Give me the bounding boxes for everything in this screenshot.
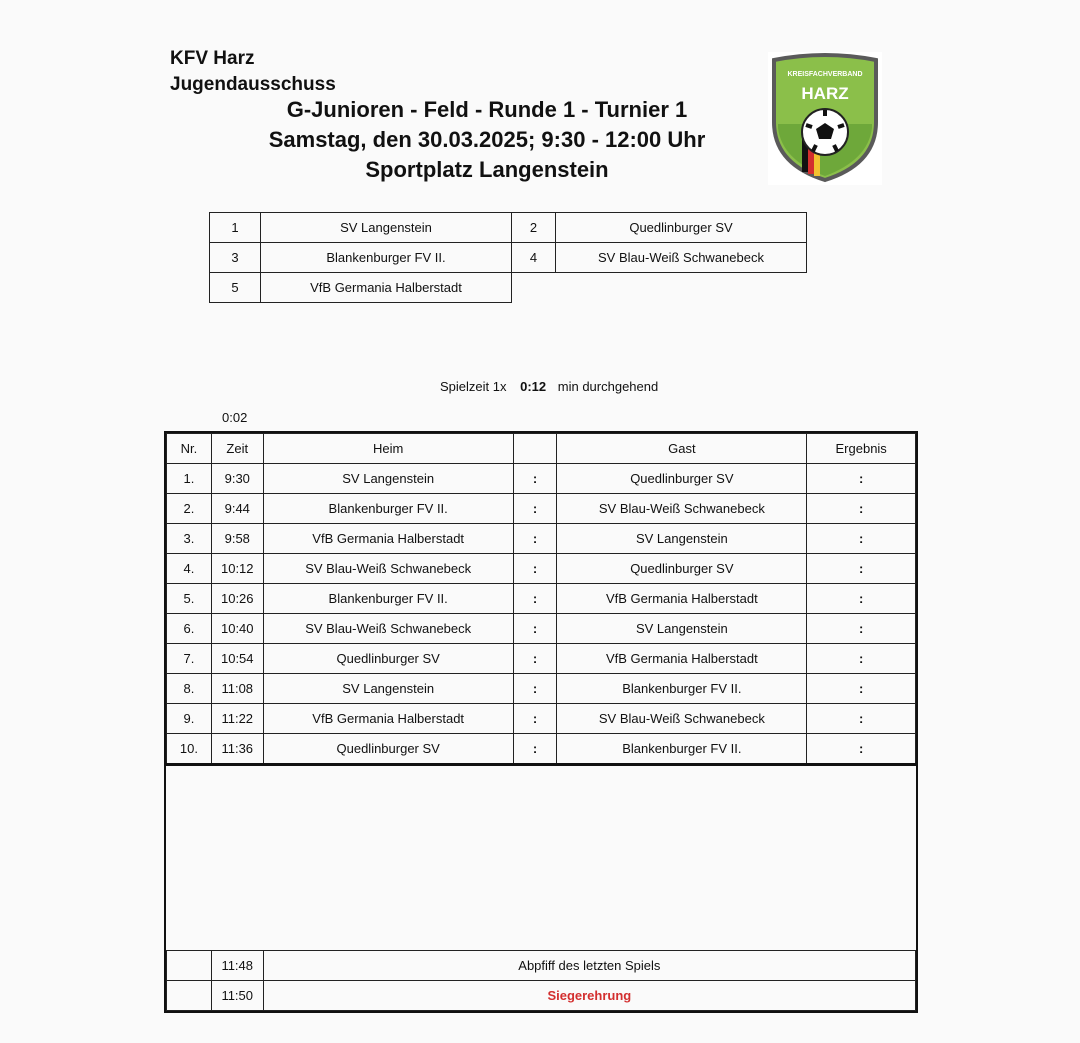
teams-row: [210, 213, 807, 243]
result-field[interactable]: :: [807, 554, 916, 584]
schedule-header-row: [167, 434, 916, 464]
game-duration-unit: min durchgehend: [557, 379, 659, 394]
result-field[interactable]: :: [807, 704, 916, 734]
home-team: Blankenburger FV II.: [263, 584, 513, 614]
home-team: SV Blau-Weiß Schwanebeck: [263, 614, 513, 644]
result-field[interactable]: :: [807, 614, 916, 644]
away-team: SV Langenstein: [557, 614, 807, 644]
team-number: 1: [210, 213, 261, 243]
logo-main-text: HARZ: [801, 84, 849, 103]
team-number: 5: [210, 273, 261, 303]
team-name: SV Blau-Weiß Schwanebeck: [556, 243, 807, 273]
org-name: KFV Harz: [170, 48, 255, 69]
game-row: [167, 674, 916, 704]
header-ergebnis: Ergebnis: [807, 434, 916, 464]
header-heim: Heim: [263, 434, 513, 464]
schedule-table: [166, 433, 916, 766]
game-row: [167, 524, 916, 554]
team-name: VfB Germania Halberstadt: [261, 273, 512, 303]
result-field[interactable]: :: [807, 584, 916, 614]
final-whistle-label: Abpfiff des letzten Spiels: [263, 951, 915, 981]
teams-row: [210, 243, 807, 273]
away-team: Blankenburger FV II.: [557, 674, 807, 704]
game-row: [167, 644, 916, 674]
home-team: Blankenburger FV II.: [263, 494, 513, 524]
away-team: Quedlinburger SV: [557, 554, 807, 584]
result-field[interactable]: :: [807, 644, 916, 674]
teams-table: [209, 212, 807, 303]
vs-separator: :: [513, 644, 557, 674]
empty-cell: [512, 273, 556, 303]
away-team: Quedlinburger SV: [557, 464, 807, 494]
result-field[interactable]: :: [807, 524, 916, 554]
vs-separator: :: [513, 584, 557, 614]
teams-row: [210, 273, 807, 303]
footer-row: [167, 951, 916, 981]
game-time: 11:08: [211, 674, 263, 704]
footer-time: 11:48: [211, 951, 263, 981]
logo-top-text: KREISFACHVERBAND: [787, 71, 863, 78]
game-nr: 5.: [167, 584, 212, 614]
team-number: 2: [512, 213, 556, 243]
home-team: SV Langenstein: [263, 464, 513, 494]
team-number: 4: [512, 243, 556, 273]
game-row: [167, 464, 916, 494]
home-team: VfB Germania Halberstadt: [263, 704, 513, 734]
tournament-title: G-Junioren - Feld - Runde 1 - Turnier 1: [286, 97, 688, 122]
schedule-box: [164, 431, 918, 1013]
away-team: SV Blau-Weiß Schwanebeck: [557, 494, 807, 524]
game-time: 10:26: [211, 584, 263, 614]
game-time: 11:36: [211, 734, 263, 765]
game-nr: 4.: [167, 554, 212, 584]
logo-shield-icon: [768, 52, 882, 185]
header-gast: Gast: [557, 434, 807, 464]
vs-separator: :: [513, 554, 557, 584]
vs-separator: :: [513, 674, 557, 704]
game-row: [167, 704, 916, 734]
game-row: [167, 614, 916, 644]
vs-separator: :: [513, 614, 557, 644]
result-field[interactable]: :: [807, 734, 916, 765]
away-team: VfB Germania Halberstadt: [557, 584, 807, 614]
tournament-date: Samstag, den 30.03.2025; 9:30 - 12:00 Uhr: [268, 127, 706, 152]
empty-cell: [167, 951, 212, 981]
game-time: 10:40: [211, 614, 263, 644]
away-team: SV Blau-Weiß Schwanebeck: [557, 704, 807, 734]
game-nr: 3.: [167, 524, 212, 554]
game-duration-value: 0:12: [520, 379, 547, 394]
game-duration-label: Spielzeit 1x: [440, 379, 507, 394]
schedule-footer: [166, 950, 916, 1011]
game-time: 11:22: [211, 704, 263, 734]
tournament-venue: Sportplatz Langenstein: [365, 157, 609, 182]
committee-name: Jugendausschuss: [170, 74, 336, 95]
kfv-harz-logo: [768, 52, 882, 185]
game-row: [167, 554, 916, 584]
result-field[interactable]: :: [807, 674, 916, 704]
vs-separator: :: [513, 734, 557, 765]
game-nr: 7.: [167, 644, 212, 674]
home-team: Quedlinburger SV: [263, 644, 513, 674]
away-team: Blankenburger FV II.: [557, 734, 807, 765]
game-nr: 9.: [167, 704, 212, 734]
team-name: SV Langenstein: [261, 213, 512, 243]
team-name: Quedlinburger SV: [556, 213, 807, 243]
empty-cell: [167, 981, 212, 1011]
header-nr: Nr.: [167, 434, 212, 464]
away-team: VfB Germania Halberstadt: [557, 644, 807, 674]
game-row: [167, 584, 916, 614]
result-field[interactable]: :: [807, 494, 916, 524]
team-number: 3: [210, 243, 261, 273]
footer-time: 11:50: [211, 981, 263, 1011]
award-ceremony-label: Siegerehrung: [263, 981, 915, 1011]
game-time: 9:58: [211, 524, 263, 554]
team-name: Blankenburger FV II.: [261, 243, 512, 273]
header-zeit: Zeit: [211, 434, 263, 464]
game-nr: 10.: [167, 734, 212, 765]
game-nr: 6.: [167, 614, 212, 644]
vs-separator: :: [513, 704, 557, 734]
game-row: [167, 734, 916, 765]
game-nr: 8.: [167, 674, 212, 704]
game-time: 9:44: [211, 494, 263, 524]
break-duration: 0:02: [222, 410, 248, 425]
home-team: SV Langenstein: [263, 674, 513, 704]
home-team: VfB Germania Halberstadt: [263, 524, 513, 554]
vs-separator: :: [513, 494, 557, 524]
game-time: 10:54: [211, 644, 263, 674]
footer-row: [167, 981, 916, 1011]
game-duration: [400, 379, 700, 394]
empty-cell: [556, 273, 807, 303]
game-time: 10:12: [211, 554, 263, 584]
home-team: Quedlinburger SV: [263, 734, 513, 765]
vs-separator: :: [513, 524, 557, 554]
game-time: 9:30: [211, 464, 263, 494]
result-field[interactable]: :: [807, 464, 916, 494]
game-nr: 2.: [167, 494, 212, 524]
home-team: SV Blau-Weiß Schwanebeck: [263, 554, 513, 584]
header-separator: [513, 434, 557, 464]
game-row: [167, 494, 916, 524]
game-nr: 1.: [167, 464, 212, 494]
vs-separator: :: [513, 464, 557, 494]
away-team: SV Langenstein: [557, 524, 807, 554]
